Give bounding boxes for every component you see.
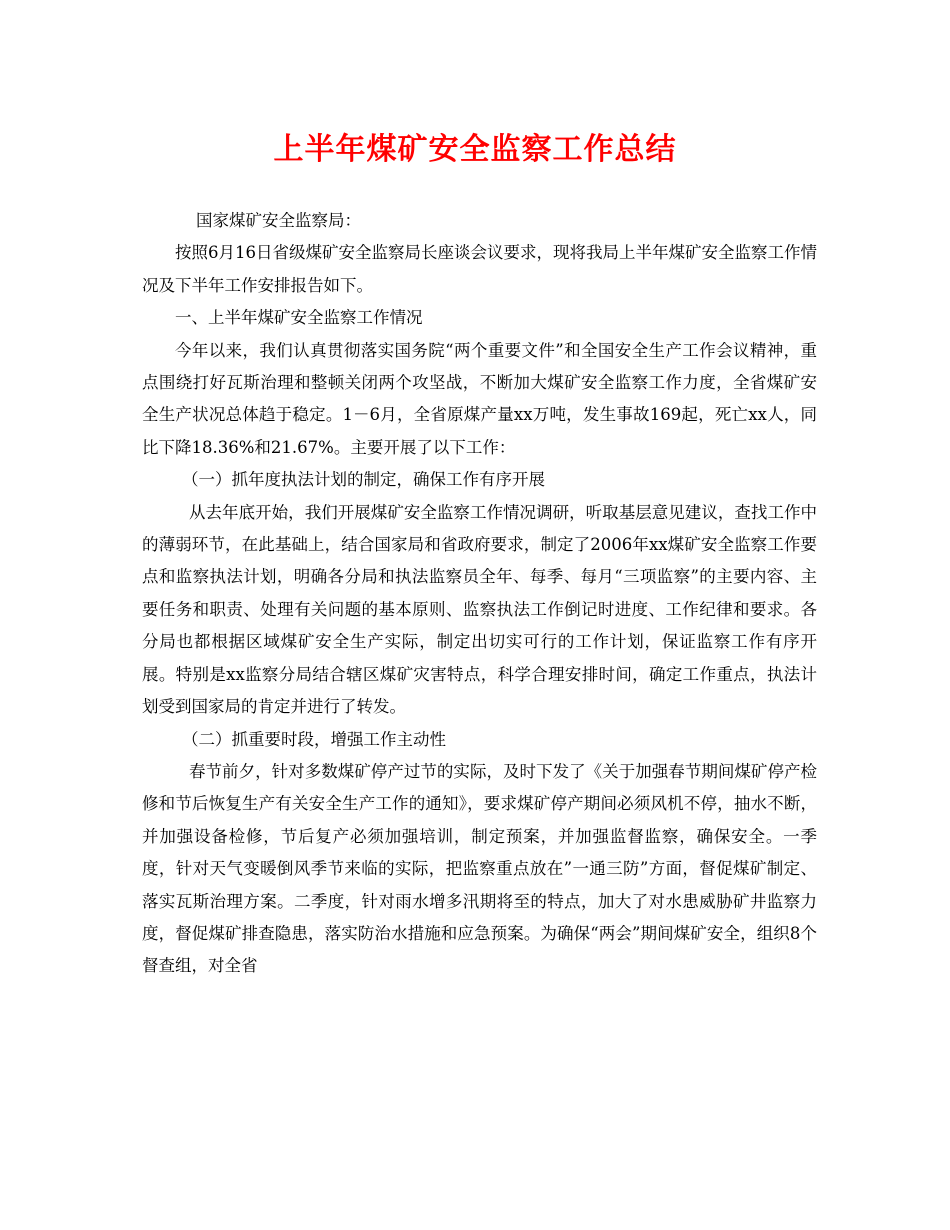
salutation: 国家煤矿安全监察局： [196,211,361,230]
body-paragraph: 春节前夕，针对多数煤矿停产过节的实际，及时下发了《关于加强春节期间煤矿停产检修和节后恢复生产有关安全生产工作的通知》，要求煤矿停产期间必须风机不停，抽水不断，并加强设备检修，节后复产必须加强培训，制定预案，并加强监督监察，确保安全。一季度，针对天气变暖倒风季节来临的实际，把监察重点放在”一通三防”方面，督促煤矿制定、落实瓦斯治理方案。二季度，针对雨水增多汛期将至的特点，加大了对水患威胁矿井监察力度，督促煤矿排查隐患，落实防治水措施和应急预案。为确保“两会”期间煤矿安全，组织8个督查组，对全省 [142,761,817,976]
document-body [142,205,817,983]
intro-paragraph: 按照6月16日省级煤矿安全监察局长座谈会议要求，现将我局上半年煤矿安全监察工作情况及下半年工作安排报告如下。 [142,243,817,295]
section-heading: 一、上半年煤矿安全监察工作情况 [175,308,423,328]
subsection-heading: （二）抓重要时段，增强工作主动性 [182,729,446,749]
subsection-heading: （一）抓年度执法计划的制定，确保工作有序开展 [182,470,545,490]
document-title: 上半年煤矿安全监察工作总结 [273,132,677,167]
summary-paragraph: 今年以来，我们认真贯彻落实国务院“两个重要文件”和全国安全生产工作会议精神，重点围绕打好瓦斯治理和整顿关闭两个攻坚战，不断加大煤矿安全监察工作力度，全省煤矿安全生产状况总体趋于稳定。1－6月，全省原煤产量xx万吨，发生事故169起，死亡xx人，同比下降18.36%和21.67%。主要开展了以下工作： [142,340,817,457]
body-paragraph: 从去年底开始，我们开展煤矿安全监察工作情况调研，听取基层意见建议，查找工作中的薄弱环节，在此基础上，结合国家局和省政府要求，制定了2006年xx煤矿安全监察工作要点和监察执法计划，明确各分局和执法监察员全年、每季、每月“三项监察”的主要内容、主要任务和职责、处理有关问题的基本原则、监察执法工作倒记时进度、工作纪律和要求。各分局也都根据区域煤矿安全生产实际，制定出切实可行的工作计划，保证监察工作有序开展。特别是xx监察分局结合辖区煤矿灾害特点，科学合理安排时间，确定工作重点，执法计划受到国家局的肯定并进行了转发。 [142,502,817,717]
